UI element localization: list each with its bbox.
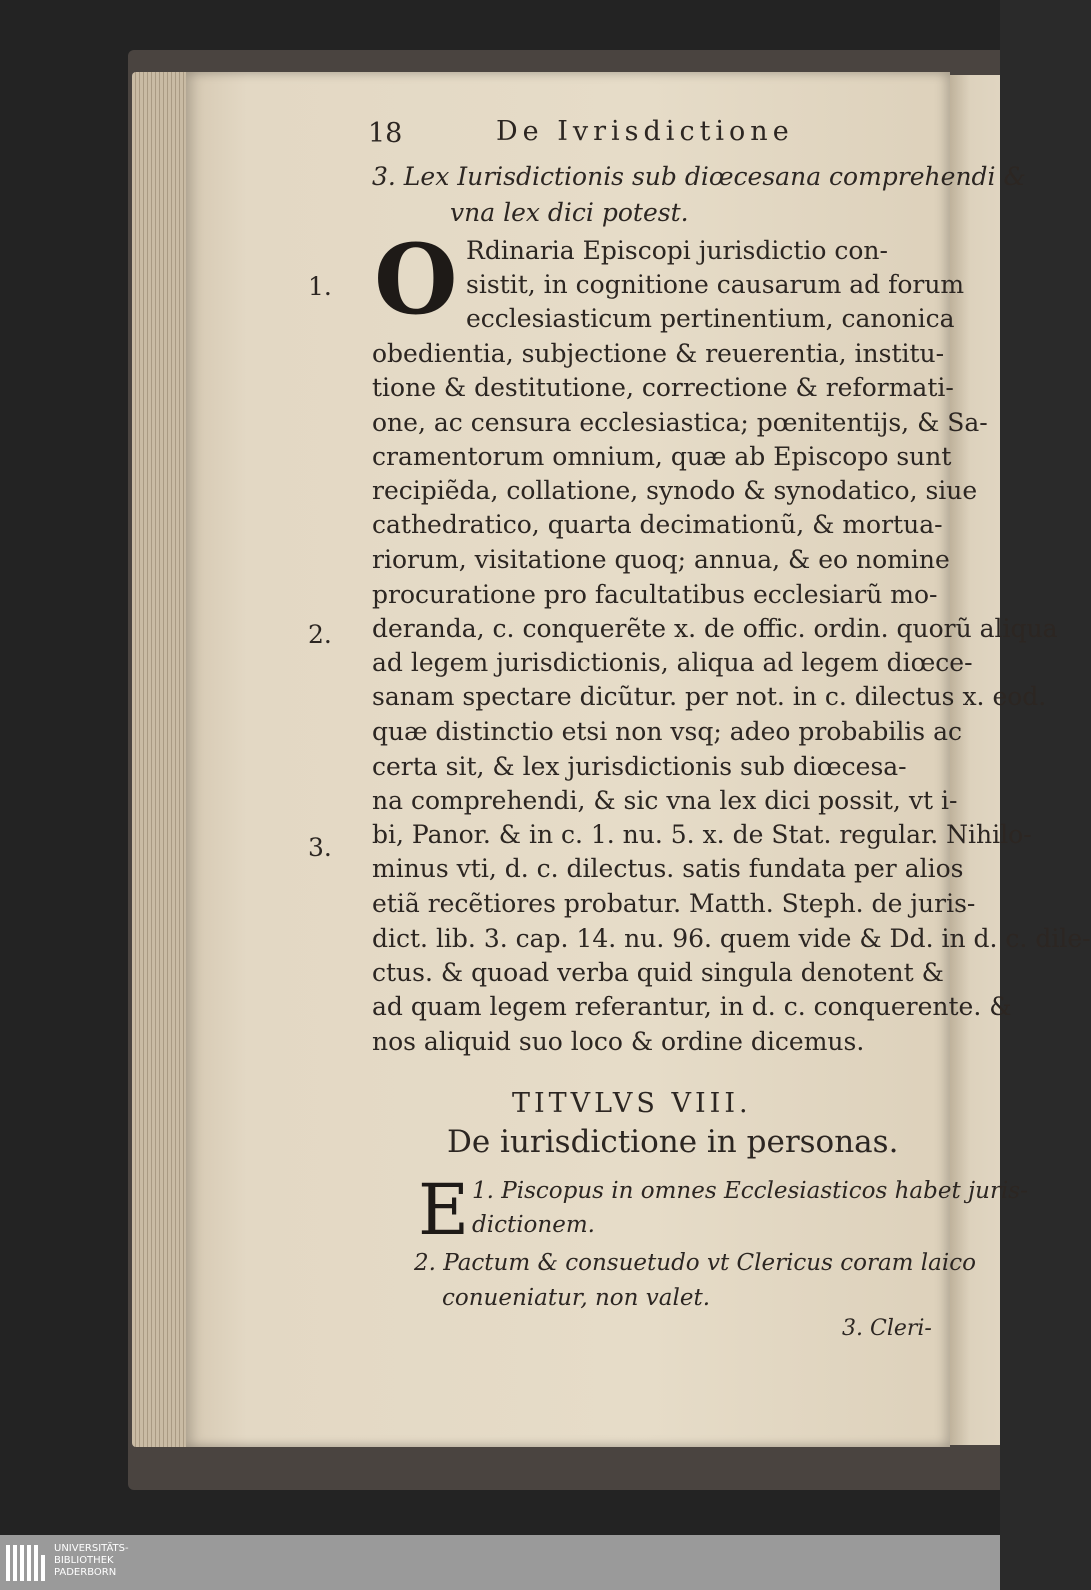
- body-line: quæ distinctio etsi non vsq; adeo probabilis ac: [372, 717, 962, 746]
- body-line: ctus. & quoad verba quid singula denotent &: [372, 958, 944, 987]
- title-heading: TITVLVS VIII.: [512, 1088, 752, 1119]
- body-line: riorum, visitatione quoq; annua, & eo nomine: [372, 545, 950, 574]
- catchword: 3. Cleri-: [842, 1316, 932, 1341]
- subtitle-heading: De iurisdictione in personas.: [447, 1124, 899, 1160]
- body-line: na comprehendi, & sic vna lex dici possit, vt i-: [372, 786, 958, 815]
- margin-number: 2.: [308, 620, 332, 649]
- drop-initial: E: [418, 1169, 470, 1251]
- body-line: sistit, in cognitione causarum ad forum: [466, 270, 965, 299]
- summary-line: 2. Pactum & consuetudo vt Clericus coram laico: [414, 1250, 976, 1276]
- summary-line: 1. Piscopus in omnes Ecclesiasticos habet juris-: [472, 1178, 1028, 1204]
- body-line: dict. lib. 3. cap. 14. nu. 96. quem vide & Dd. in d. c. dile-: [372, 924, 1091, 953]
- body-line: certa sit, & lex jurisdictionis sub diœcesa-: [372, 752, 907, 781]
- body-line: obedientia, subjectione & reuerentia, institu-: [372, 339, 945, 368]
- body-line: minus vti, d. c. dilectus. satis fundata per alios: [372, 854, 964, 883]
- summary-line: conueniatur, non valet.: [442, 1285, 711, 1311]
- margin-number: 1.: [308, 272, 332, 301]
- body-line: ad legem jurisdictionis, aliqua ad legem diœce-: [372, 648, 973, 677]
- summary-line: dictionem.: [472, 1212, 595, 1238]
- summary-line: 3. Lex Iurisdictionis sub diœcesana comprehendi &: [372, 162, 1026, 191]
- body-line: recipiẽda, collatione, synodo & synodatico, siue: [372, 476, 978, 505]
- page-edges: [132, 72, 192, 1447]
- body-line: tione & destitutione, correctione & reformati-: [372, 373, 954, 402]
- body-line: ad quam legem referantur, in d. c. conquerente. &: [372, 992, 1012, 1021]
- body-line: cathedratico, quarta decimationũ, & mortua-: [372, 510, 943, 539]
- margin-number: 3.: [308, 833, 332, 862]
- body-line: cramentorum omnium, quæ ab Episcopo sunt: [372, 442, 952, 471]
- library-banner: [0, 1535, 1000, 1590]
- running-head: De Ivrisdictione: [496, 116, 794, 147]
- body-line: etiã recẽtiores probatur. Matth. Steph. de juris-: [372, 889, 976, 918]
- body-line: sanam spectare dicũtur. per not. in c. dilectus x. eod.: [372, 682, 1047, 711]
- drop-initial: O: [374, 223, 458, 336]
- page-number: 18: [368, 118, 403, 149]
- body-line: nos aliquid suo loco & ordine dicemus.: [372, 1027, 865, 1056]
- summary-line: vna lex dici potest.: [450, 198, 689, 227]
- body-line: bi, Panor. & in c. 1. nu. 5. x. de Stat. regular. Nihilo-: [372, 820, 1032, 849]
- library-logo-icon: [4, 1541, 50, 1585]
- body-line: ecclesiasticum pertinentium, canonica: [466, 304, 955, 333]
- body-line: Rdinaria Episcopi jurisdictio con-: [466, 236, 888, 265]
- body-line: deranda, c. conquerẽte x. de offic. ordin. quorũ aliqua: [372, 614, 1058, 643]
- body-line: procuratione pro facultatibus ecclesiarũ mo-: [372, 580, 938, 609]
- library-name: UNIVERSITÄTS- BIBLIOTHEK PADERBORN: [54, 1543, 129, 1578]
- body-line: one, ac censura ecclesiastica; pœnitentijs, & Sa-: [372, 408, 988, 437]
